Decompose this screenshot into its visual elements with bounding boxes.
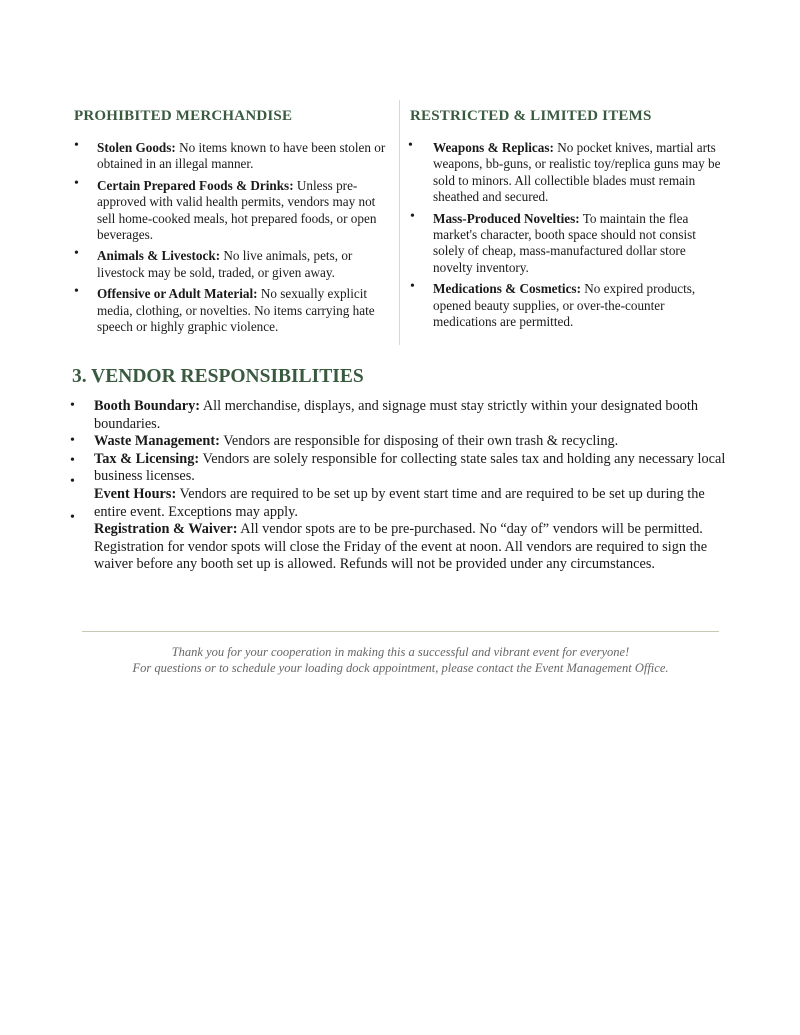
restricted-item-medications: [410, 281, 726, 330]
bullet-icon: •: [410, 208, 415, 224]
resp-item-tax-licensing: [94, 451, 726, 486]
section-title-vendor-responsibilities: 3. VENDOR RESPONSIBILITIES: [72, 366, 364, 387]
item-text: No live animals, pets, or livestock may be sold, traded, or given away.: [97, 248, 353, 280]
bullet-icon: •: [410, 279, 415, 295]
footer-line-contact: For questions or to schedule your loading dock appointment, please contact the Event Management Office.: [132, 661, 669, 675]
restricted-heading: RESTRICTED & LIMITED ITEMS: [410, 108, 652, 124]
item-text: All vendor spots are to be pre-purchased. No “day of” vendors will be permitted. Registration for vendor spots will close the Friday of the event at noon. All vendors are required to sign the waiver before any booth set up is allowed. Refunds will not be provided under any circumstances.: [94, 521, 708, 573]
prohibited-item-prepared-foods: [74, 175, 396, 244]
item-label: Stolen Goods:: [97, 140, 176, 155]
item-text: No sexually explicit media, clothing, or novelties. No items carrying hate speech or highly graphic violence.: [97, 286, 375, 335]
item-text: No expired products, opened beauty supplies, or over-the-counter medications are permitted.: [433, 281, 696, 330]
prohibited-list: [74, 140, 396, 340]
item-label: Mass-Produced Novelties:: [433, 210, 580, 226]
item-label: Medications & Cosmetics:: [433, 281, 581, 297]
resp-item-waste-management: [94, 433, 726, 451]
item-text: No items known to have been stolen or obtained in an illegal manner.: [97, 140, 386, 172]
bullet-icon: •: [70, 510, 75, 525]
prohibited-heading: PROHIBITED MERCHANDISE: [74, 108, 293, 124]
footer-divider: [82, 631, 719, 632]
item-label: Event Hours:: [94, 485, 177, 502]
item-text: Unless pre-approved with valid health permits, vendors may not sell home-cooked meals, hot prepared foods, or open beverages.: [97, 177, 377, 243]
footer-line-thanks: Thank you for your cooperation in making this a successful and vibrant event for everyone!: [171, 645, 630, 659]
item-label: Certain Prepared Foods & Drinks:: [97, 177, 294, 193]
footer: [82, 644, 719, 676]
item-label: Waste Management:: [94, 433, 220, 450]
item-text: No pocket knives, martial arts weapons, bb-guns, or realistic toy/replica guns may be sold to minors. All collectible blades must remain sheathed and secured.: [433, 140, 721, 205]
bullet-icon: •: [70, 433, 75, 448]
prohibited-item-animals: [74, 248, 396, 281]
column-divider: [399, 100, 400, 345]
restricted-list: [410, 140, 726, 335]
bullet-icon: •: [74, 284, 79, 300]
bullet-icon: •: [74, 246, 79, 262]
item-label: Registration & Waiver:: [94, 521, 238, 538]
prohibited-item-offensive-material: [74, 286, 396, 335]
bullet-icon: •: [74, 138, 79, 153]
item-text: Vendors are solely responsible for collecting state sales tax and holding any necessary local business licenses.: [94, 450, 726, 485]
item-text: To maintain the flea market's character, booth space should not consist solely of cheap, mass-manufactured dollar store novelty inventory.: [433, 210, 696, 275]
item-label: Weapons & Replicas:: [433, 140, 554, 155]
item-label: Animals & Livestock:: [97, 248, 221, 264]
prohibited-item-stolen-goods: [74, 140, 396, 173]
bullet-icon: •: [70, 474, 75, 489]
bullet-icon: •: [70, 398, 75, 413]
bullet-icon: •: [74, 175, 79, 191]
bullet-icon: •: [408, 138, 413, 153]
item-text: All merchandise, displays, and signage must stay strictly within your designated booth boundaries.: [94, 398, 698, 432]
restricted-item-weapons: [410, 140, 726, 206]
restricted-item-novelties: [410, 208, 726, 277]
item-text: Vendors are responsible for disposing of their own trash & recycling.: [219, 433, 619, 450]
item-text: Vendors are required to be set up by event start time and are required to be set up during the entire event. Exceptions may apply.: [94, 485, 705, 520]
item-label: Tax & Licensing:: [94, 450, 200, 467]
responsibilities-body: [94, 398, 726, 574]
item-label: Booth Boundary:: [94, 398, 201, 414]
resp-item-registration-waiver: [94, 521, 726, 574]
resp-item-booth-boundary: [94, 398, 726, 433]
bullet-icon: •: [70, 453, 75, 468]
resp-item-event-hours: [94, 486, 726, 521]
item-label: Offensive or Adult Material:: [97, 286, 258, 302]
